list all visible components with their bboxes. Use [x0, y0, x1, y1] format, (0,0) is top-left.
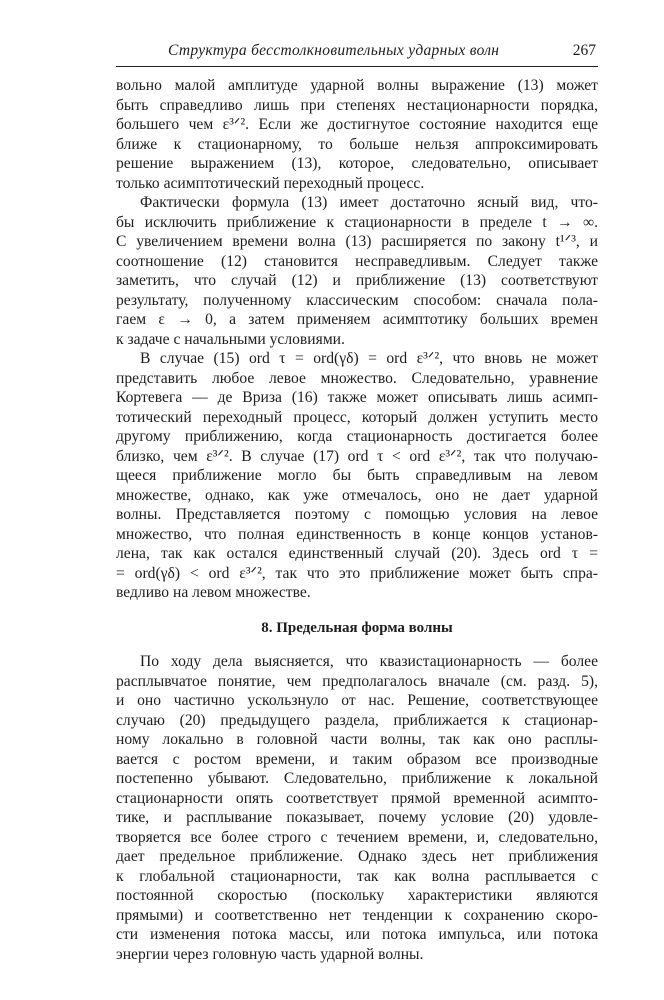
text-line: представить любое левое множество. Следовательно, уравнение	[116, 369, 598, 387]
paragraph-3	[116, 349, 598, 603]
text-line: быть справедливо лишь при степенях нестационарности порядка,	[116, 96, 598, 114]
text-line: расплывчатое понятие, чем предполагалось вначале (см. разд. 5),	[116, 672, 598, 690]
text-line: соотношение (12) становится несправедливым. Следует также	[116, 252, 598, 270]
text-line: и оно частично ускользнуло от нас. Решение, соответствующее	[116, 692, 598, 709]
text-line: творяется все более строго с течением времени, и, следовательно,	[116, 828, 598, 846]
text-line: гаем ε → 0, а затем применяем асимптотику больших времен	[116, 311, 598, 328]
text-line: Кортевега — де Вриза (16) также может описывать лишь асимп-	[116, 389, 598, 406]
text-line: ному локально в головной части волны, так как оно расплы-	[116, 731, 598, 748]
text-line: заметить, что случай (12) и приближение (13) соответствуют	[116, 272, 598, 289]
text-line: множестве, однако, как уже отмечалось, оно не дает ударной	[116, 486, 598, 504]
text-line: постепенно убывают. Следовательно, приближение к локальной	[116, 770, 598, 787]
text-line: постоянной скоростью (поскольку характеристики являются	[116, 887, 598, 904]
text-line: ближе к стационарному, то больше нельзя аппроксимировать	[116, 135, 598, 153]
text-line: другому приближению, когда стационарность достигается более	[116, 428, 598, 445]
text-line: решение выражением (13), которое, следовательно, описывает	[116, 155, 598, 172]
text-line: ведливо на левом множестве.	[116, 584, 311, 601]
text-line: = ord(γδ) < ord ε³ᐟ², так что это приближение может быть спра-	[116, 564, 598, 582]
text-line: прямыми) и соответственно нет тенденции к сохранению скоро-	[116, 906, 598, 924]
text-line: тике, и расплывание показывает, почему условие (20) удовле-	[116, 809, 598, 826]
text-line: сти изменения потока массы, или потока импульса, или потока	[116, 926, 598, 943]
text-line: к глобальной стационарности, так как волна расплывается с	[116, 867, 598, 885]
text-line: тотический переходный процесс, который должен уступить место	[116, 408, 598, 426]
text-line: вается с ростом времени, и таким образом все производные	[116, 750, 598, 768]
text-line: дает предельное приближение. Однако здесь нет приближения	[116, 848, 598, 865]
text-line: близко, чем ε³ᐟ². В случае (17) ord τ < ord ε³ᐟ², так что получаю-	[116, 447, 598, 465]
paragraph-2	[116, 193, 598, 349]
text-line: множество, что полная единственность в конце концов установ-	[116, 525, 598, 543]
paragraph-1	[116, 76, 598, 193]
text-line: лена, так как остался единственный случай (20). Здесь ord τ =	[116, 545, 598, 562]
text-line: стационарности опять соответствует прямой временной асимпто-	[116, 789, 598, 807]
text-line: большего чем ε³ᐟ². Если же достигнутое состояние находится еще	[116, 116, 598, 133]
text-line: По ходу дела выясняется, что квазистационарность — более	[140, 653, 598, 670]
text-line: энергии через головную часть ударной волны.	[116, 945, 424, 963]
text-line: случаю (20) предыдущего раздела, приближается к стационар-	[116, 711, 598, 729]
text-line: волны. Представляется поэтому с помощью условия на левое	[116, 506, 598, 523]
text-line: к задаче с начальными условиями.	[116, 330, 345, 348]
text-line: С увеличением времени волна (13) расширяется по закону t¹ᐟ³, и	[116, 233, 598, 250]
paragraph-4	[116, 652, 598, 964]
text-line: только асимптотический переходный процесс.	[116, 174, 425, 192]
text-line: результату, полученному классическим способом: сначала пола-	[116, 291, 598, 309]
running-header	[116, 38, 598, 67]
page-body	[116, 76, 598, 964]
page-number: 267	[572, 42, 596, 59]
section-heading: 8. Предельная форма волны	[261, 619, 453, 636]
text-line: Фактически формула (13) имеет достаточно ясный вид, что-	[140, 194, 598, 211]
text-line: вольно малой амплитуде ударной волны выражение (13) может	[116, 77, 598, 94]
text-line: щееся приближение могло бы быть справедливым на левом	[116, 467, 598, 484]
text-line: бы исключить приближение к стационарности в пределе t → ∞.	[116, 213, 598, 231]
text-line: В случае (15) ord τ = ord(γδ) = ord ε³ᐟ², что вновь не может	[140, 350, 598, 367]
running-title: Структура бесстолкновительных ударных волн	[168, 42, 500, 59]
